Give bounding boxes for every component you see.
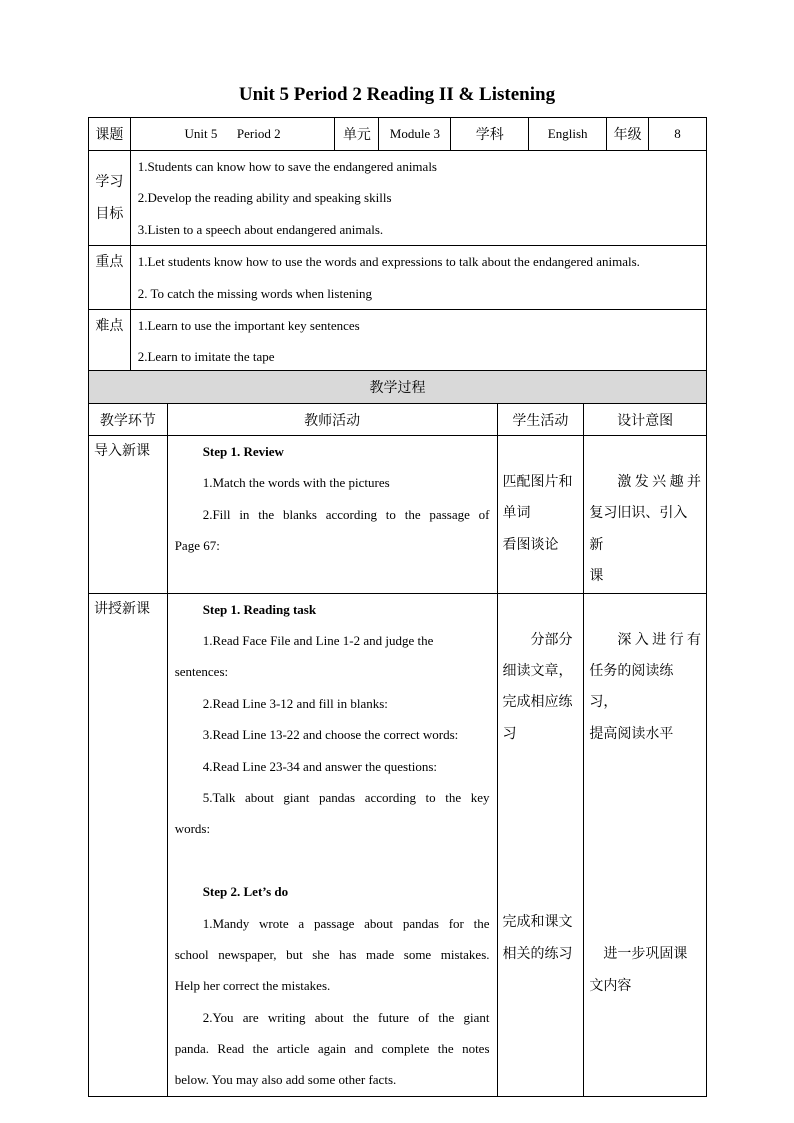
difficulties-row bbox=[89, 309, 707, 373]
objectives-label bbox=[89, 151, 131, 246]
key-points-content bbox=[130, 246, 706, 310]
unit-value: Module 3 bbox=[379, 118, 451, 151]
key-point-item: 1.Let students know how to use the words and expressions to talk about the endangered animals. bbox=[137, 254, 640, 270]
objectives-label-line-1: 学习 bbox=[95, 174, 124, 191]
lets-do-line: below. You may also add some other facts. bbox=[174, 1072, 397, 1088]
lets-do-line: 2.You are writing about the future of the giant bbox=[202, 1009, 490, 1025]
intro-student bbox=[497, 436, 584, 594]
lets-do-purpose-line: 进一步巩固课 bbox=[603, 946, 688, 963]
column-purpose: 设计意图 bbox=[584, 404, 707, 436]
process-columns-row bbox=[89, 404, 707, 436]
lets-do-purpose-line: 文内容 bbox=[589, 977, 632, 994]
topic-value: Unit 5 Period 2 bbox=[130, 118, 335, 151]
reading-line: 3.Read Line 13-22 and choose the correct words: bbox=[202, 727, 459, 743]
new-lesson-stage: 讲授新课 bbox=[89, 593, 168, 1096]
new-lesson-purpose bbox=[584, 593, 707, 1096]
lets-do-line: panda. Read the article again and complete the notes bbox=[174, 1041, 490, 1057]
objectives-label-line-2: 目标 bbox=[95, 206, 124, 223]
intro-row bbox=[89, 436, 707, 594]
subject-value: English bbox=[529, 118, 607, 151]
reading-line: words: bbox=[174, 821, 211, 837]
intro-purpose bbox=[584, 436, 707, 594]
lesson-info-table bbox=[88, 117, 707, 374]
reading-purpose-line: 任务的阅读练习， bbox=[589, 663, 674, 711]
document-title: Unit 5 Period 2 Reading II & Listening bbox=[238, 84, 556, 105]
lets-do-student-line: 相关的练习 bbox=[502, 945, 573, 962]
objective-item: 1.Students can know how to save the endangered animals bbox=[137, 159, 437, 174]
intro-student-line: 看图谈论 bbox=[502, 536, 559, 553]
objective-item: 3.Listen to a speech about endangered animals. bbox=[137, 221, 384, 237]
intro-purpose-line: 激发兴趣并 bbox=[617, 474, 701, 490]
new-lesson-row bbox=[89, 593, 707, 1096]
difficulties-content bbox=[130, 309, 706, 373]
intro-student-line: 单词 bbox=[502, 505, 531, 522]
intro-stage: 导入新课 bbox=[89, 436, 168, 594]
difficulties-label: 难点 bbox=[89, 309, 131, 373]
key-points-label: 重点 bbox=[89, 246, 131, 310]
reading-line: sentences: bbox=[174, 664, 229, 680]
difficulty-item: 1.Learn to use the important key sentences bbox=[137, 317, 360, 333]
objectives-row bbox=[89, 151, 707, 246]
column-student: 学生活动 bbox=[497, 404, 584, 436]
info-row bbox=[89, 118, 707, 151]
lets-do-student-line: 完成和课文 bbox=[502, 914, 573, 931]
new-lesson-teacher bbox=[167, 593, 497, 1096]
reading-student-line: 细读文章， bbox=[502, 663, 573, 680]
teaching-process-table bbox=[88, 370, 707, 1097]
column-stage: 教学环节 bbox=[89, 404, 168, 436]
new-lesson-student bbox=[497, 593, 584, 1096]
intro-step-title: Step 1. Review bbox=[202, 444, 284, 459]
column-teacher: 教师活动 bbox=[167, 404, 497, 436]
reading-step-title: Step 1. Reading task bbox=[202, 601, 317, 617]
intro-line: 2.Fill in the blanks according to the passage of bbox=[202, 506, 490, 522]
intro-purpose-line: 课 bbox=[589, 568, 604, 585]
lets-do-line: 1.Mandy wrote a passage about pandas for the bbox=[202, 915, 490, 931]
reading-student-line: 分部分 bbox=[530, 631, 573, 648]
lets-do-step-title: Step 2. Let’s do bbox=[202, 884, 289, 900]
reading-student-line: 习 bbox=[502, 725, 517, 742]
reading-line: 1.Read Face File and Line 1-2 and judge the bbox=[202, 633, 434, 649]
subject-label: 学科 bbox=[451, 118, 529, 151]
key-points-row bbox=[89, 246, 707, 310]
key-point-item: 2. To catch the missing words when listening bbox=[137, 285, 372, 301]
intro-purpose-line: 复习旧识、引入新 bbox=[589, 505, 688, 553]
intro-line: Page 67: bbox=[174, 538, 220, 554]
intro-teacher bbox=[167, 436, 497, 594]
lets-do-line: school newspaper, but she has made some mistakes. bbox=[174, 946, 490, 962]
spacer-line bbox=[175, 845, 490, 876]
process-heading-row bbox=[89, 371, 707, 404]
reading-purpose-line: 提高阅读水平 bbox=[589, 725, 674, 742]
lets-do-line: Help her correct the mistakes. bbox=[174, 978, 331, 994]
reading-line: 5.Talk about giant pandas according to the key bbox=[202, 789, 490, 805]
reading-purpose-line: 深入进行有 bbox=[617, 631, 701, 648]
intro-student-line: 匹配图片和 bbox=[502, 474, 573, 490]
intro-line: 1.Match the words with the pictures bbox=[202, 475, 390, 491]
objectives-content bbox=[130, 151, 706, 246]
reading-line: 2.Read Line 3-12 and fill in blanks: bbox=[202, 695, 388, 711]
reading-line: 4.Read Line 23-34 and answer the questions: bbox=[202, 758, 437, 774]
objective-item: 2.Develop the reading ability and speaking skills bbox=[137, 190, 392, 206]
unit-label: 单元 bbox=[335, 118, 379, 151]
difficulty-item: 2.Learn to imitate the tape bbox=[137, 349, 275, 365]
process-heading: 教学过程 bbox=[89, 371, 707, 404]
reading-student-line: 完成相应练 bbox=[502, 694, 573, 711]
grade-label: 年级 bbox=[607, 118, 649, 151]
topic-label: 课题 bbox=[89, 118, 131, 151]
grade-value: 8 bbox=[649, 118, 707, 151]
